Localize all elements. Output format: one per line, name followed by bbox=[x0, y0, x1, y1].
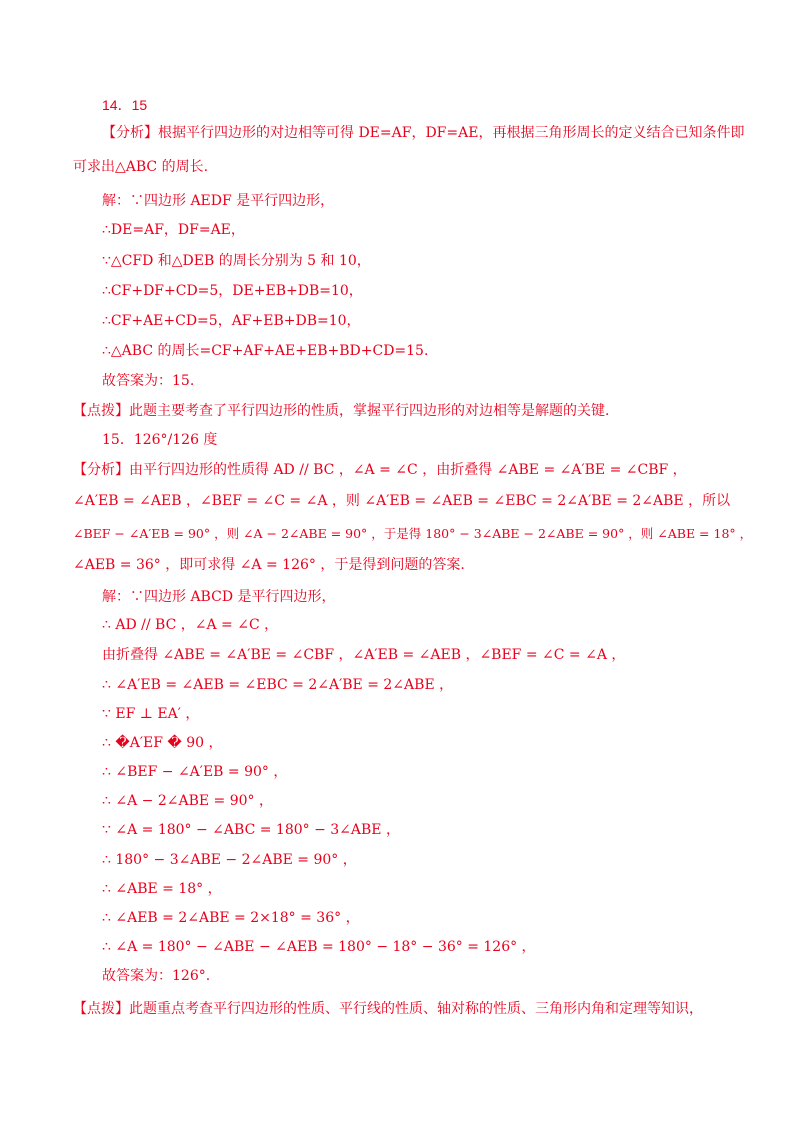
q15-analysis-line-4: ∠AEB = 36° ，即可求得 ∠A = 126° ，于是得到问题的答案. bbox=[73, 557, 465, 573]
q15-analysis-line-1: 【分析】由平行四边形的性质得 AD // BC ，∠A = ∠C ，由折叠得 ∠ABE = ∠A′BE = ∠CBF ， bbox=[73, 462, 687, 478]
q15-solution-line-10: ∴ 180° − 3∠ABE − 2∠ABE = 90° ， bbox=[102, 852, 357, 868]
q15-solution-line-1: 解：∵四边形 ABCD 是平行四边形， bbox=[102, 589, 336, 605]
q15-solution-line-6: ∴ �A′EF � 90 ， bbox=[102, 735, 223, 751]
q15-solution-line-4: ∴ ∠A′EB = ∠AEB = ∠EBC = 2∠A′BE = 2∠ABE ， bbox=[102, 677, 454, 693]
q14-solution-line-6: ∴△ABC 的周长=CF+AF+AE+EB+BD+CD=15. bbox=[102, 343, 429, 359]
q14-solution-line-5: ∴CF+AE+CD=5，AF+EB+DB=10， bbox=[102, 313, 361, 329]
q15-analysis-line-2: ∠A′EB = ∠AEB ，∠BEF = ∠C = ∠A ，则 ∠A′EB = ∠AEB = ∠EBC = 2∠A′BE = 2∠ABE ，所以 bbox=[73, 493, 731, 509]
q14-answer: 故答案为：15. bbox=[102, 373, 195, 389]
q15-solution-line-5: ∵ EF ⊥ EA′ ， bbox=[102, 706, 200, 722]
q15-solution-line-3: 由折叠得 ∠ABE = ∠A′BE = ∠CBF ，∠A′EB = ∠AEB ，∠BEF = ∠C = ∠A ， bbox=[102, 647, 626, 663]
q15-comment: 【点拨】此题重点考查平行四边形的性质、平行线的性质、轴对称的性质、三角形内角和定理等知识， bbox=[73, 1001, 703, 1017]
q14-analysis-line-1: 【分析】根据平行四边形的对边相等可得 DE=AF，DF=AE，再根据三角形周长的定义结合已知条件即 bbox=[102, 125, 745, 141]
q15-solution-line-12: ∴ ∠AEB = 2∠ABE = 2×18° = 36° ， bbox=[102, 910, 360, 926]
q15-solution-line-9: ∵ ∠A = 180° − ∠ABC = 180° − 3∠ABE ， bbox=[102, 822, 400, 838]
q14-solution-line-3: ∵△CFD 和△DEB 的周长分别为 5 和 10， bbox=[102, 253, 371, 269]
q14-analysis-line-2: 可求出△ABC 的周长. bbox=[73, 159, 209, 175]
q14-solution-line-2: ∴DE=AF，DF=AE， bbox=[102, 222, 245, 238]
q15-solution-line-7: ∴ ∠BEF − ∠A′EB = 90° ， bbox=[102, 764, 288, 780]
q15-analysis-line-3: ∠BEF − ∠A′EB = 90° ，则 ∠A − 2∠ABE = 90° ，于是得 180° − 3∠ABE − 2∠ABE = 90° ，则 ∠ABE = 18° ， bbox=[73, 526, 753, 541]
q15-number: 15．126°/126 度 bbox=[102, 432, 218, 448]
q15-solution-line-2: ∴ AD // BC ，∠A = ∠C ， bbox=[102, 617, 279, 633]
q14-solution-line-4: ∴CF+DF+CD=5，DE+EB+DB=10， bbox=[102, 283, 363, 299]
q14-comment: 【点拨】此题主要考查了平行四边形的性质，掌握平行四边形的对边相等是解题的关键. bbox=[73, 403, 610, 419]
q14-number: 14．15 bbox=[102, 97, 148, 113]
q15-solution-line-11: ∴ ∠ABE = 18° ， bbox=[102, 881, 222, 897]
q15-answer: 故答案为：126°. bbox=[102, 968, 211, 984]
q14-solution-line-1: 解：∵四边形 AEDF 是平行四边形， bbox=[102, 193, 335, 209]
q15-solution-line-13: ∴ ∠A = 180° − ∠ABE − ∠AEB = 180° − 18° − 36° = 126° ， bbox=[102, 939, 536, 955]
q15-solution-line-8: ∴ ∠A − 2∠ABE = 90° ， bbox=[102, 793, 273, 809]
